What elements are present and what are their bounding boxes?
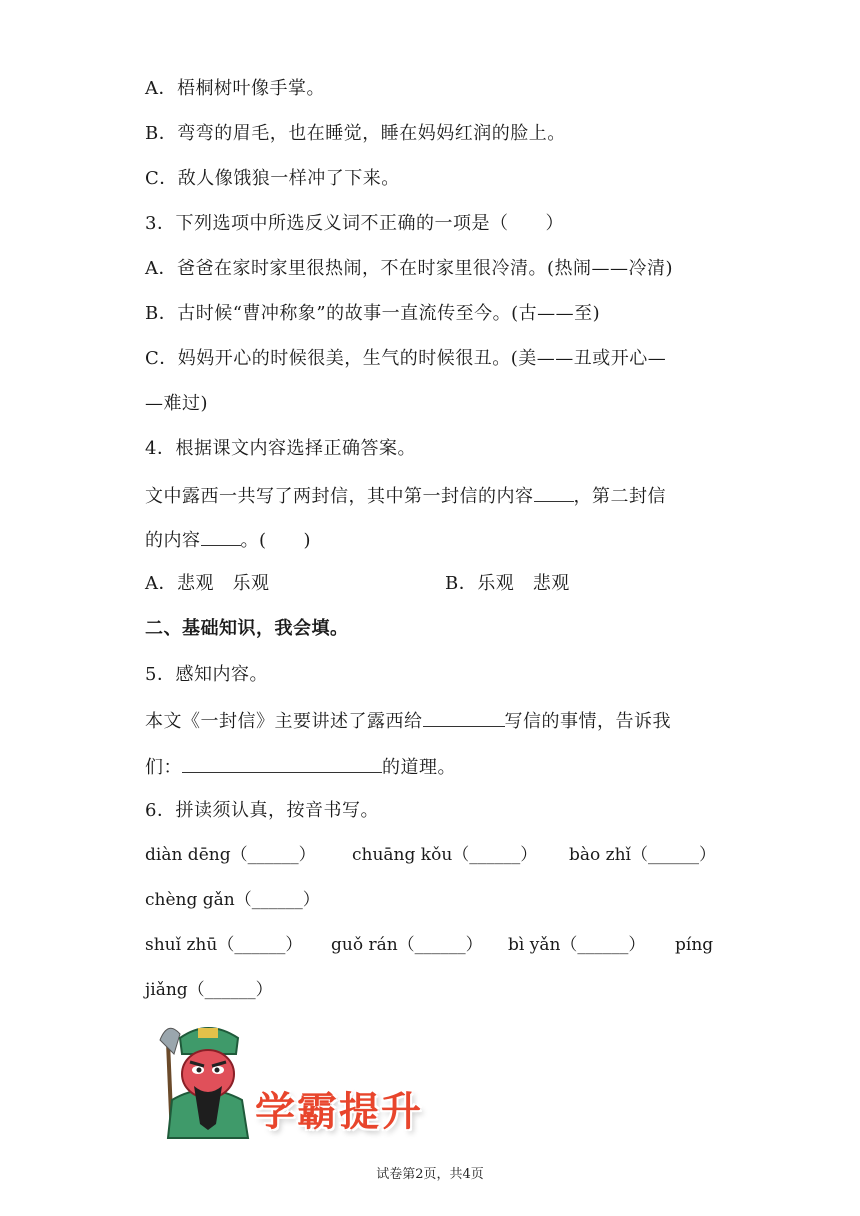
q3-option-c: C．妈妈开心的时候很美，生气的时候很丑。(美——丑或开心— (145, 348, 667, 369)
page-footer: 试卷第2页，共4页 (376, 1167, 484, 1182)
xueba-tisheng-banner (150, 1020, 450, 1145)
q5-text-part2: 写信的事情，告诉我 (504, 711, 671, 732)
q4-text-part1: 文中露西一共写了两封信，其中第一封信的内容 (145, 486, 534, 507)
answer-blank[interactable] (534, 483, 574, 502)
pinyin-item[interactable]: diàn dēng（______） (145, 845, 316, 865)
pinyin-item[interactable]: guǒ rán（______） (331, 935, 483, 955)
pinyin-item[interactable]: chèng gǎn（______） (145, 890, 320, 910)
q2-option-b: B．弯弯的眉毛，也在睡觉，睡在妈妈红润的脸上。 (145, 123, 566, 144)
pinyin-item[interactable]: chuāng kǒu（______） (352, 845, 538, 865)
q3-option-c-cont: —难过) (145, 393, 209, 414)
question-6: 6．拼读须认真，按音书写。 (145, 800, 379, 821)
q4-sentence-line2 (145, 527, 311, 553)
answer-blank[interactable] (423, 708, 505, 727)
q5-sentence-line2 (145, 754, 456, 780)
q5-text-part3: 们： (145, 757, 182, 778)
answer-blank[interactable] (201, 527, 241, 546)
q3-option-b: B．古时候“曹冲称象”的故事一直流传至今。(古——至) (145, 303, 601, 324)
pinyin-item[interactable]: shuǐ zhū（______） (145, 935, 303, 955)
answer-blank[interactable] (182, 754, 382, 773)
question-3: 3．下列选项中所选反义词不正确的一项是（ ） (145, 213, 564, 234)
q4-option-b: B．乐观 悲观 (445, 573, 570, 594)
q2-option-a: A．梧桐树叶像手掌。 (145, 78, 325, 99)
q4-sentence-line1 (145, 483, 666, 509)
question-4: 4．根据课文内容选择正确答案。 (145, 438, 416, 459)
question-5: 5．感知内容。 (145, 664, 268, 685)
banner-text: 学霸提升 (255, 1089, 423, 1135)
q5-text-part4: 的道理。 (382, 757, 456, 778)
pinyin-item[interactable]: bào zhǐ（______） (569, 845, 716, 865)
q4-text-part4: 。( ) (240, 530, 312, 551)
pinyin-item[interactable]: píng (675, 935, 714, 955)
q3-option-a: A．爸爸在家时家里很热闹，不在时家里很冷清。(热闹——冷清) (145, 258, 674, 279)
q5-sentence-line1 (145, 708, 671, 734)
q4-text-part3: 的内容 (145, 530, 201, 551)
pinyin-item[interactable]: bì yǎn（______） (508, 935, 646, 955)
pinyin-item[interactable]: jiǎng（______） (145, 980, 273, 1000)
q2-option-c: C．敌人像饿狼一样冲了下来。 (145, 168, 400, 189)
q5-text-part1: 本文《一封信》主要讲述了露西给 (145, 711, 423, 732)
q4-text-part2: ，第二封信 (573, 486, 666, 507)
q4-option-a: A．悲观 乐观 (145, 573, 270, 594)
section-2-heading: 二、基础知识，我会填。 (145, 618, 349, 639)
